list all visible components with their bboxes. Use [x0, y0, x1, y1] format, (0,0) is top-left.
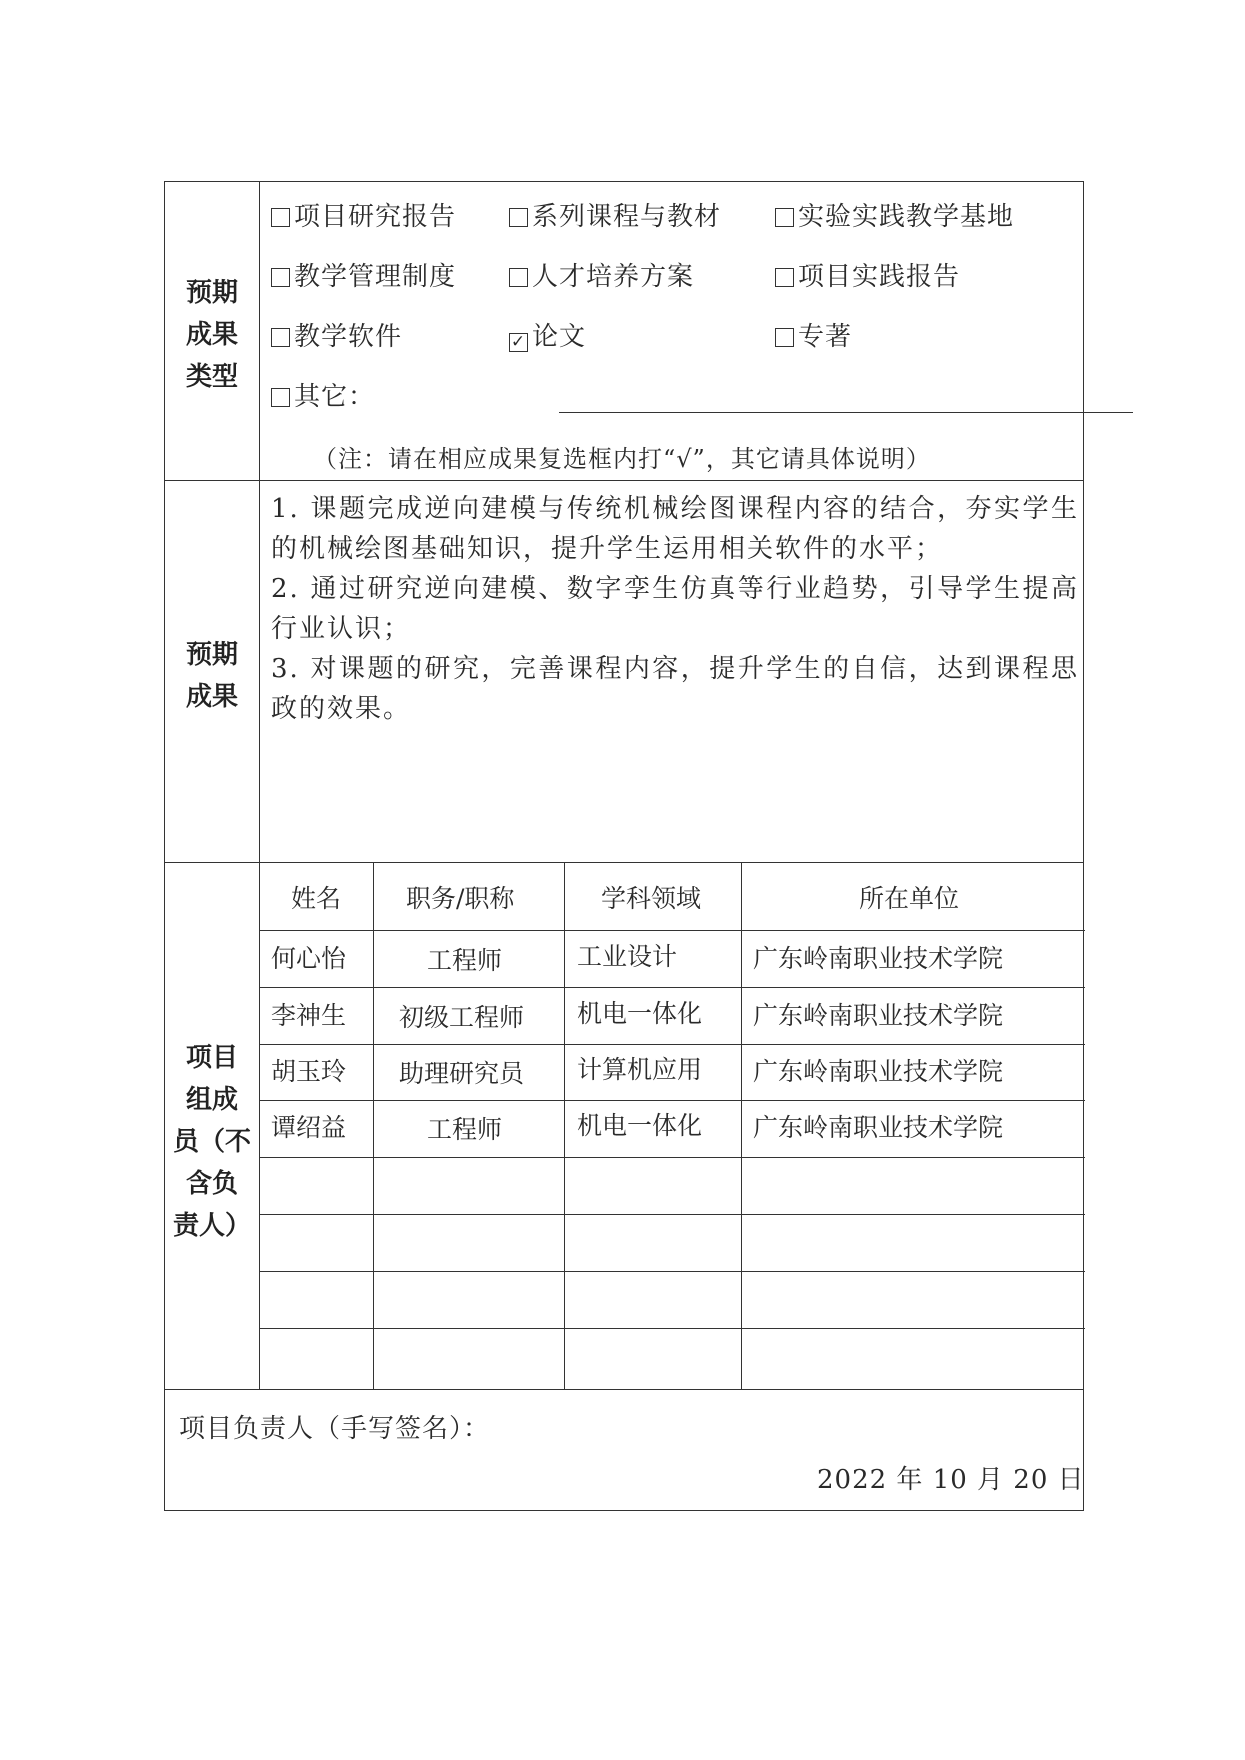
signature-date: 2022 年 10 月 20 日: [817, 1465, 1085, 1495]
header-field: 学科领域: [601, 884, 702, 913]
row-divider: [259, 1271, 1085, 1272]
member-name: 胡玉玲: [271, 1057, 347, 1086]
checkbox-instruction-note: （注：请在相应成果复选框内打“√”，其它请具体说明）: [313, 445, 931, 473]
divider-type-outcome: [165, 480, 1083, 481]
member-unit: 广东岭南职业技术学院: [753, 1057, 1004, 1086]
option-teaching-software[interactable]: 教学软件: [271, 322, 402, 352]
option-other[interactable]: 其它：: [271, 382, 375, 412]
outcome-paragraph: 3. 对课题的研究，完善课程内容，提升学生的自信，达到课程思政的效果。: [271, 654, 1079, 724]
checkbox-icon[interactable]: [509, 268, 528, 287]
option-experimental-teaching-base[interactable]: 实验实践教学基地: [775, 202, 1014, 232]
checkbox-icon[interactable]: [775, 328, 794, 347]
checkbox-icon[interactable]: [509, 208, 528, 227]
row-divider: [259, 987, 1085, 988]
member-name: 谭绍益: [271, 1113, 347, 1142]
checkbox-checked-icon[interactable]: ✓: [510, 332, 527, 352]
row-divider: [259, 1328, 1085, 1329]
header-title: 职务/职称: [406, 884, 515, 913]
member-unit: 广东岭南职业技术学院: [753, 1001, 1004, 1030]
checkbox-icon[interactable]: [775, 208, 794, 227]
member-title: 助理研究员: [399, 1059, 525, 1088]
divider-members-signature: [165, 1389, 1083, 1390]
row-divider: [259, 1044, 1085, 1045]
row-divider: [259, 1214, 1085, 1215]
member-title: 初级工程师: [399, 1003, 525, 1032]
member-field: 机电一体化: [577, 1111, 703, 1140]
row-divider: [259, 1157, 1085, 1158]
checkbox-icon[interactable]: [775, 268, 794, 287]
expected-type-label: 预期 成果 类型: [185, 278, 238, 392]
member-unit: 广东岭南职业技术学院: [753, 1113, 1004, 1142]
member-unit: 广东岭南职业技术学院: [753, 944, 1004, 973]
checkbox-icon[interactable]: [271, 268, 290, 287]
member-name: 李神生: [271, 1001, 347, 1030]
col-divider: [564, 862, 565, 1389]
col-divider: [373, 862, 374, 1389]
option-project-research-report[interactable]: 项目研究报告: [271, 202, 456, 232]
option-project-practice-report[interactable]: 项目实践报告: [775, 262, 960, 292]
member-title: 工程师: [427, 1115, 503, 1144]
outcome-paragraph: 2. 通过研究逆向建模、数字孪生仿真等行业趋势，引导学生提高行业认识；: [271, 574, 1079, 644]
option-course-series-textbook[interactable]: 系列课程与教材: [509, 202, 721, 232]
member-field: 机电一体化: [577, 999, 703, 1028]
header-unit: 所在单位: [859, 884, 960, 913]
application-form: [164, 181, 1084, 1511]
option-monograph[interactable]: 专著: [775, 322, 852, 352]
members-label: 项目 组成 员（不 含负 责人）: [172, 1043, 251, 1241]
row-divider: [259, 930, 1085, 931]
col-divider: [741, 862, 742, 1389]
row-divider: [259, 1100, 1085, 1101]
option-paper[interactable]: ✓ 论文: [510, 322, 587, 352]
member-name: 何心怡: [271, 944, 347, 973]
member-field: 工业设计: [577, 942, 678, 971]
checkbox-icon[interactable]: [271, 328, 290, 347]
checkbox-icon[interactable]: [271, 208, 290, 227]
expected-outcome-text: [271, 489, 1079, 729]
header-name: 姓名: [291, 884, 342, 913]
expected-outcome-label: 预期 成果: [185, 640, 238, 712]
members-table: [259, 862, 1085, 1389]
member-title: 工程师: [427, 946, 503, 975]
option-talent-training-plan[interactable]: 人才培养方案: [509, 262, 694, 292]
member-field: 计算机应用: [577, 1055, 703, 1084]
option-teaching-management-system[interactable]: 教学管理制度: [271, 262, 456, 292]
signature-label: 项目负责人（手写签名）：: [179, 1414, 491, 1444]
outcome-paragraph: 1. 课题完成逆向建模与传统机械绘图课程内容的结合，夯实学生的机械绘图基础知识，提升学生运用相关软件的水平；: [271, 494, 1079, 564]
other-specify-field[interactable]: [559, 412, 1133, 413]
checkbox-icon[interactable]: [271, 388, 290, 407]
